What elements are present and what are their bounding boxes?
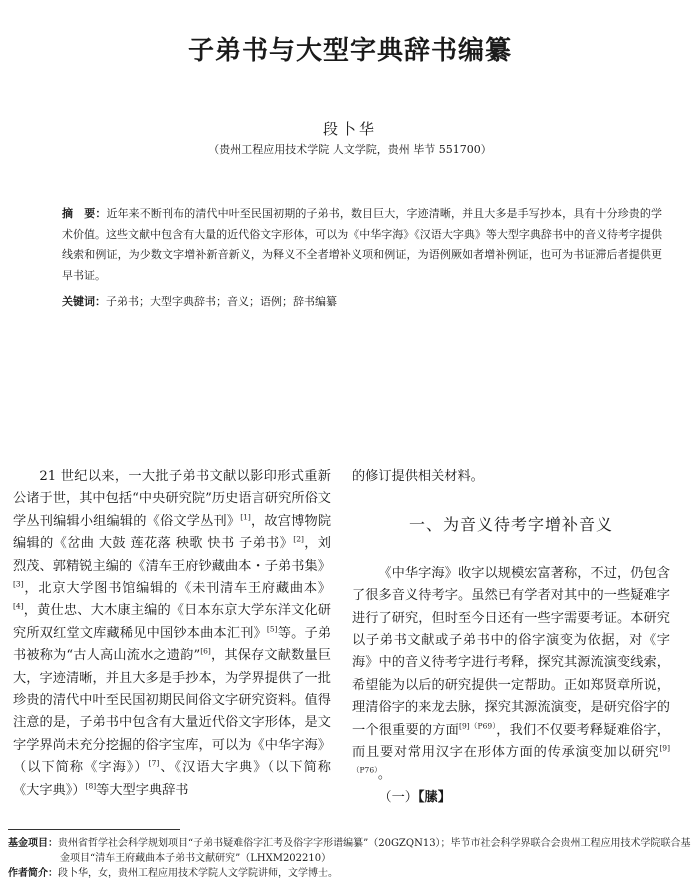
text-run: 。	[377, 767, 392, 783]
citation: [9]（P76）	[352, 743, 670, 776]
keywords-label: 关键词：	[62, 295, 106, 308]
left-column	[13, 466, 331, 802]
text-run: ，故宫博物院编辑的《岔曲 大鼓 莲花落 秧歌 快书 子弟书》	[13, 513, 332, 552]
citation: [6]	[200, 646, 211, 656]
author-note	[8, 866, 692, 881]
text-run: ，刘烈茂、郭精锐主编的《清车王府钞藏曲本・子弟书集》	[13, 536, 331, 574]
citation: [1]	[240, 512, 251, 522]
continued-paragraph: 的修订提供相关材料。	[352, 469, 484, 484]
text-run: 、《汉语大字典》（以下简称《大字典》）	[13, 760, 331, 798]
subsection-heading	[352, 787, 670, 809]
abstract-text: 近年来不断刊布的清代中叶至民国初期的子弟书，数目巨大，字迹清晰，并且大多是手写抄本，具有十分珍贵的学术价值。这些文献中包含有大量的近代俗文字形体，可以为《中华字海》《汉语大字典》等大型字典辞书中的音义待考字提供线索和例证，为少数文字增补新音新义，为释义不全者增补义项和例证，为语例厥如者增补例证，也可为书证滞后者提供更早书证。	[62, 207, 662, 282]
text-run: 等。子弟书被称为“古人高山流水之遗韵”	[13, 625, 332, 664]
subsection-number: （一）	[378, 789, 418, 805]
author-note-text: 段卜华，女，贵州工程应用技术学院人文学院讲师，文学博士。	[58, 868, 338, 879]
author-affiliation: （贵州工程应用技术学院 人文学院，贵州 毕节 551700）	[208, 143, 492, 156]
text-run: ，黄仕忠、大木康主编的《日本东京大学东洋文化研究所双红堂文库藏稀见中国钞本曲本汇刊》	[13, 603, 331, 641]
fund-text: 贵州省哲学社会科学规划项目“子弟书疑难俗字汇考及俗字字形谱编纂”（20GZQN13）；毕节市社会科学界联合会贵州工程应用技术学院联合基金项目“清车王府藏曲本子弟书文献研究”（LHXM202210）	[58, 838, 691, 864]
citation: [7]	[148, 758, 160, 768]
citation: [5]	[266, 624, 278, 634]
fund-note	[8, 836, 692, 866]
keywords-text: 子弟书；大型字典辞书；音义；语例；辞书编纂	[106, 295, 337, 308]
section-heading: 一、为音义待考字增补音义	[408, 515, 613, 535]
text-run: ，其保存文献数量巨大，字迹清晰，并且大多是手抄本，为学界提供了一批珍贵的清代中叶至民国初期民间俗文字研究资料。值得注意的是，子弟书中包含有大量近代俗文字形体，是文字学界尚未充分挖掘的俗字宝库，可以为《中华字海》（以下简称《字海》）	[13, 648, 332, 776]
fund-label: 基金项目：	[8, 838, 58, 849]
right-column	[352, 466, 670, 809]
intro-paragraph	[13, 466, 331, 802]
citation: [4]	[13, 602, 24, 612]
text-run: 等大型字典辞书	[96, 782, 189, 798]
citation: [3]	[13, 579, 24, 589]
text-run: 《中华字海》收字以规模宏富著称，不过，仍包含了很多音义待考字。虽然已有学者对其中的一些疑难字进行了研究，但时至今日还有一些字需要考证。本研究以子弟书文献或子弟书中的俗字演变为依据，对《字海》中的音义待考字进行考释，探究其源流演变线索，希望能为以后的研究提供一定帮助。正如郑贤章所说，理清俗字的来龙去脉，探究其源流演变，是研究俗字的一个很重要的方面	[352, 565, 670, 738]
paper-title: 子弟书与大型字典辞书编纂	[187, 36, 512, 66]
author-note-label: 作者简介：	[8, 868, 58, 879]
keywords	[62, 292, 662, 312]
section-paragraph	[352, 563, 670, 787]
footnotes	[8, 836, 692, 881]
abstract-label: 摘 要：	[62, 207, 107, 220]
footnote-divider	[8, 829, 180, 830]
citation: [9]（P69）	[459, 721, 497, 731]
text-run: ，我们不仅要考释疑难俗字，而且要对常用汉字在形体方面的传承演变加以研究	[352, 722, 670, 761]
citation: [2]	[293, 534, 304, 544]
abstract	[62, 204, 662, 286]
text-run: ，北京大学图书馆编辑的《未刊清车王府藏曲本》	[23, 581, 331, 597]
citation: [8]	[85, 781, 97, 791]
author-name: 段卜华	[322, 120, 377, 138]
text-run: 21 世纪以来，一大批子弟书文献以影印形式重新公诸于世，其中包括“中央研究院”历史语言研究所俗文学丛刊编辑小组编辑的《俗文学丛刊》	[13, 469, 331, 529]
subsection-character: 【膆】	[417, 789, 451, 805]
